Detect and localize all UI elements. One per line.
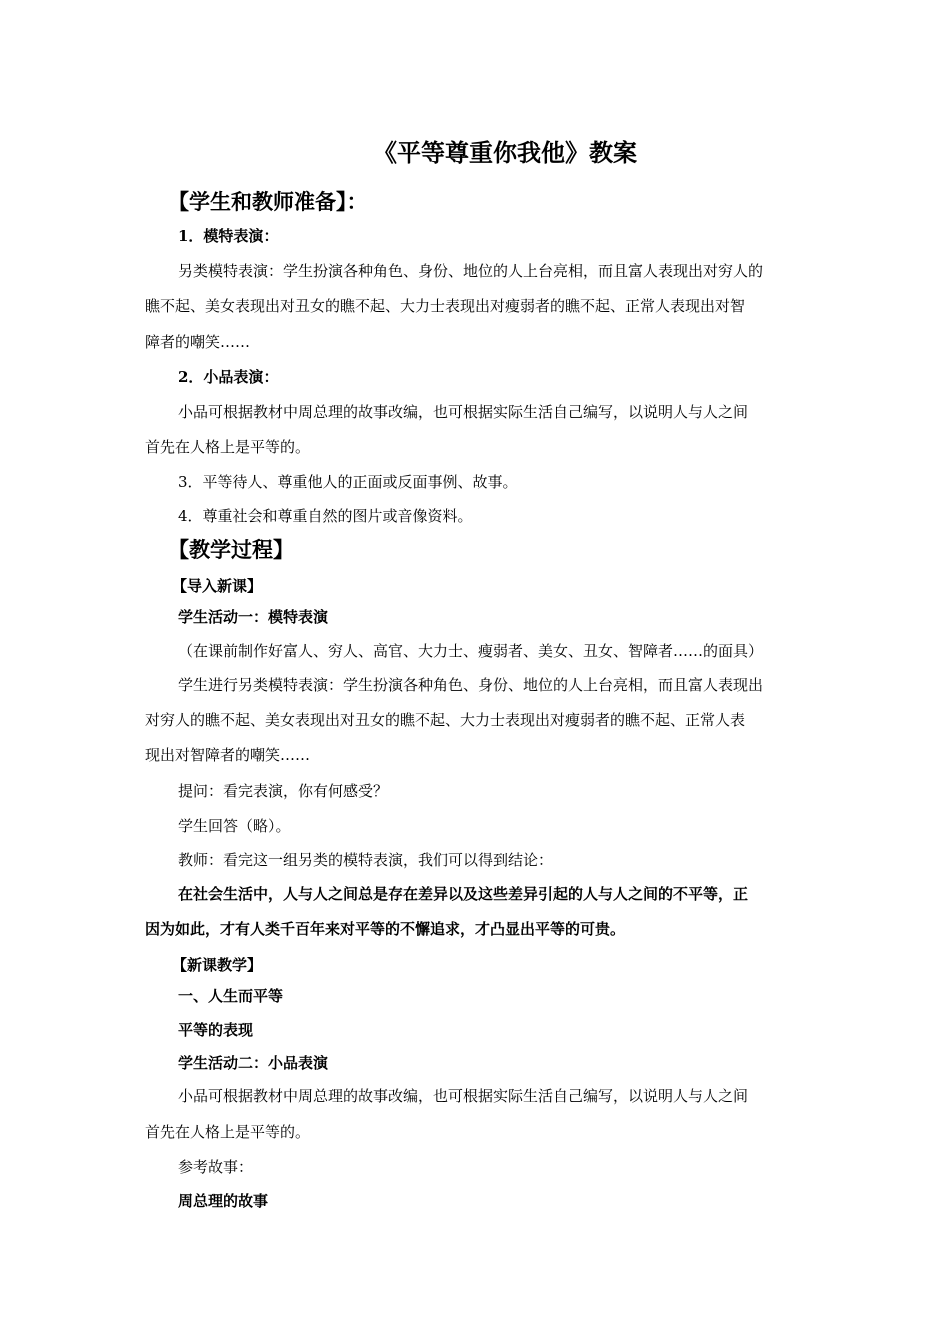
prep1-line-2: 瞧不起、美女表现出对丑女的瞧不起、大力士表现出对瘦弱者的瞧不起、正常人表现出对智 [145,297,746,315]
prep4: 4．尊重社会和尊重自然的图片或音像资料。 [178,507,473,525]
activity1-line-2: 对穷人的瞧不起、美女表现出对丑女的瞧不起、大力士表现出对瘦弱者的瞧不起、正常人表 [145,711,746,729]
section1-subheading: 平等的表现 [178,1021,254,1039]
prep2-line-1: 小品可根据教材中周总理的故事改编，也可根据实际生活自己编写，以说明人与人之间 [178,403,749,421]
process-heading: 【教学过程】 [168,538,294,562]
page-title: 《平等尊重你我他》教案 [373,139,637,167]
conclusion-line-1: 在社会生活中，人与人之间总是存在差异以及这些差异引起的人与人之间的不平等，正 [178,885,749,903]
activity1-note: （在课前制作好富人、穷人、高官、大力士、瘦弱者、美女、丑女、智障者……的面具） [178,642,764,660]
activity1-title: 学生活动一：模特表演 [178,608,329,626]
prep1-line-3: 障者的嘲笑…… [145,333,251,351]
question-line: 提问：看完表演，你有何感受？ [178,782,389,800]
answer-line: 学生回答（略）。 [178,817,291,835]
prep1-line-1: 另类模特表演：学生扮演各种角色、身份、地位的人上台亮相，而且富人表现出对穷人的 [178,262,764,280]
activity1-line-3: 现出对智障者的嘲笑…… [145,746,311,764]
intro-label: 【导入新课】 [172,577,263,595]
reference-story-label: 参考故事： [178,1158,254,1176]
new-lesson-label: 【新课教学】 [172,956,263,974]
prep2-label: 2．小品表演： [178,368,279,386]
teacher-line: 教师：看完这一组另类的模特表演，我们可以得到结论： [178,851,554,869]
activity2-title: 学生活动二：小品表演 [178,1054,329,1072]
section1-heading: 一、人生而平等 [178,987,284,1005]
activity1-line-1: 学生进行另类模特表演：学生扮演各种角色、身份、地位的人上台亮相，而且富人表现出 [178,676,764,694]
prep2-line-2: 首先在人格上是平等的。 [145,438,311,456]
prep3: 3．平等待人、尊重他人的正面或反面事例、故事。 [178,473,518,491]
prep1-label: 1．模特表演： [178,227,279,245]
story-title: 周总理的故事 [178,1192,269,1210]
conclusion-line-2: 因为如此，才有人类千百年来对平等的不懈追求，才凸显出平等的可贵。 [145,920,626,938]
activity2-line-2: 首先在人格上是平等的。 [145,1123,311,1141]
prep-heading: 【学生和教师准备】： [168,190,368,214]
activity2-line-1: 小品可根据教材中周总理的故事改编，也可根据实际生活自己编写，以说明人与人之间 [178,1087,749,1105]
